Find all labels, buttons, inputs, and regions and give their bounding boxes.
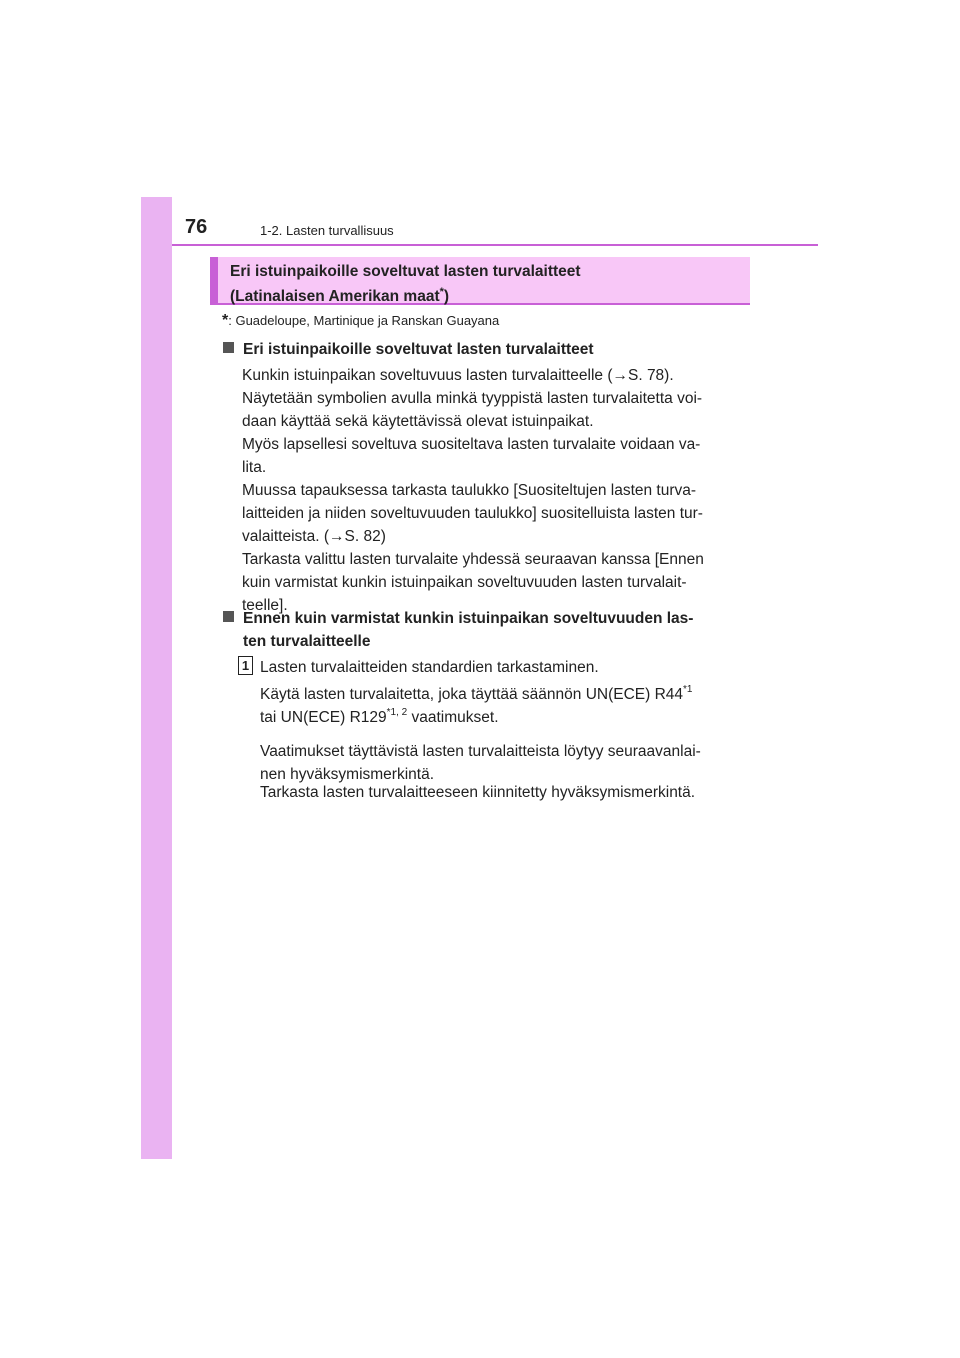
- section-title-box: [210, 257, 750, 305]
- text-segment: vaatimukset.: [407, 709, 499, 726]
- header-divider: [172, 244, 818, 246]
- page-side-tab: [141, 197, 172, 1159]
- heading-before-checking-line1: Ennen kuin varmistat kunkin istuinpaikan soveltuvuuden las-: [243, 610, 694, 627]
- step-1-paragraph-3: Tarkasta lasten turvalaitteeseen kiinnitetty hyväksymismerkintä.: [260, 784, 696, 801]
- text-line: Vaatimukset täyttävistä lasten turvalaitteista löytyy seuraavanlai-: [260, 743, 701, 760]
- text-line: Näytetään symbolien avulla minkä tyyppistä lasten turvalaitetta voi-: [242, 390, 703, 407]
- text-segment: Käytä lasten turvalaitetta, joka täyttää säännön UN(ECE) R44: [260, 686, 684, 703]
- text-line: Kunkin istuinpaikan soveltuvuus lasten turvalaitteelle (→S. 78).: [242, 367, 674, 384]
- text-line: daan käyttää sekä käytettävissä olevat istuinpaikat.: [242, 413, 594, 430]
- heading-seat-suitability: [223, 338, 743, 361]
- heading-before-checking-line2: ten turvalaitteelle: [243, 633, 371, 650]
- footnote: [222, 312, 499, 330]
- text-line: valaitteista. (→S. 82): [242, 528, 386, 545]
- text-line: lita.: [242, 459, 267, 476]
- square-bullet-icon: [223, 611, 234, 622]
- page-number: 76: [185, 216, 208, 238]
- text-line: laitteiden ja niiden soveltuvuuden taulukko] suositelluista lasten tur-: [242, 505, 703, 522]
- footnote-star: *: [222, 312, 229, 329]
- paragraph-seat-suitability: [242, 364, 743, 617]
- footnote-text: : Guadeloupe, Martinique ja Ranskan Guayana: [228, 313, 500, 328]
- step-1-title: Lasten turvalaitteiden standardien tarkastaminen.: [260, 659, 599, 676]
- text-line: kuin varmistat kunkin istuinpaikan soveltuvuuden lasten turvalait-: [242, 574, 687, 591]
- heading-seat-suitability-text: Eri istuinpaikoille soveltuvat lasten turvalaitteet: [243, 341, 594, 358]
- section-title-line2-prefix: (Latinalaisen Amerikan maat: [230, 288, 440, 306]
- footnote-ref: *1, 2: [386, 707, 408, 718]
- square-bullet-icon: [223, 342, 234, 353]
- text-line: teelle].: [242, 597, 288, 614]
- text-line: Muussa tapauksessa tarkasta taulukko [Suositeltujen lasten turva-: [242, 482, 697, 499]
- text-line: Tarkasta valittu lasten turvalaite yhdessä seuraavan kanssa [Ennen: [242, 551, 704, 568]
- footnote-ref: *1: [683, 684, 693, 695]
- text-line: nen hyväksymismerkintä.: [260, 766, 435, 783]
- step-1-paragraph-1: [260, 683, 743, 729]
- text-segment: tai UN(ECE) R129: [260, 709, 387, 726]
- section-title-line1: Eri istuinpaikoille soveltuvat lasten turvalaitteet: [230, 263, 581, 280]
- text-line: Myös lapsellesi soveltuva suositeltava lasten turvalaite voidaan va-: [242, 436, 701, 453]
- step-1-paragraph-2: [260, 740, 743, 786]
- step-number-badge: 1: [238, 656, 253, 675]
- section-title-line2-suffix: ): [443, 288, 450, 306]
- heading-before-checking: [223, 607, 743, 653]
- section-title: [230, 261, 581, 307]
- footnote-marker: *: [439, 286, 444, 298]
- chapter-header: 1-2. Lasten turvallisuus: [260, 223, 394, 238]
